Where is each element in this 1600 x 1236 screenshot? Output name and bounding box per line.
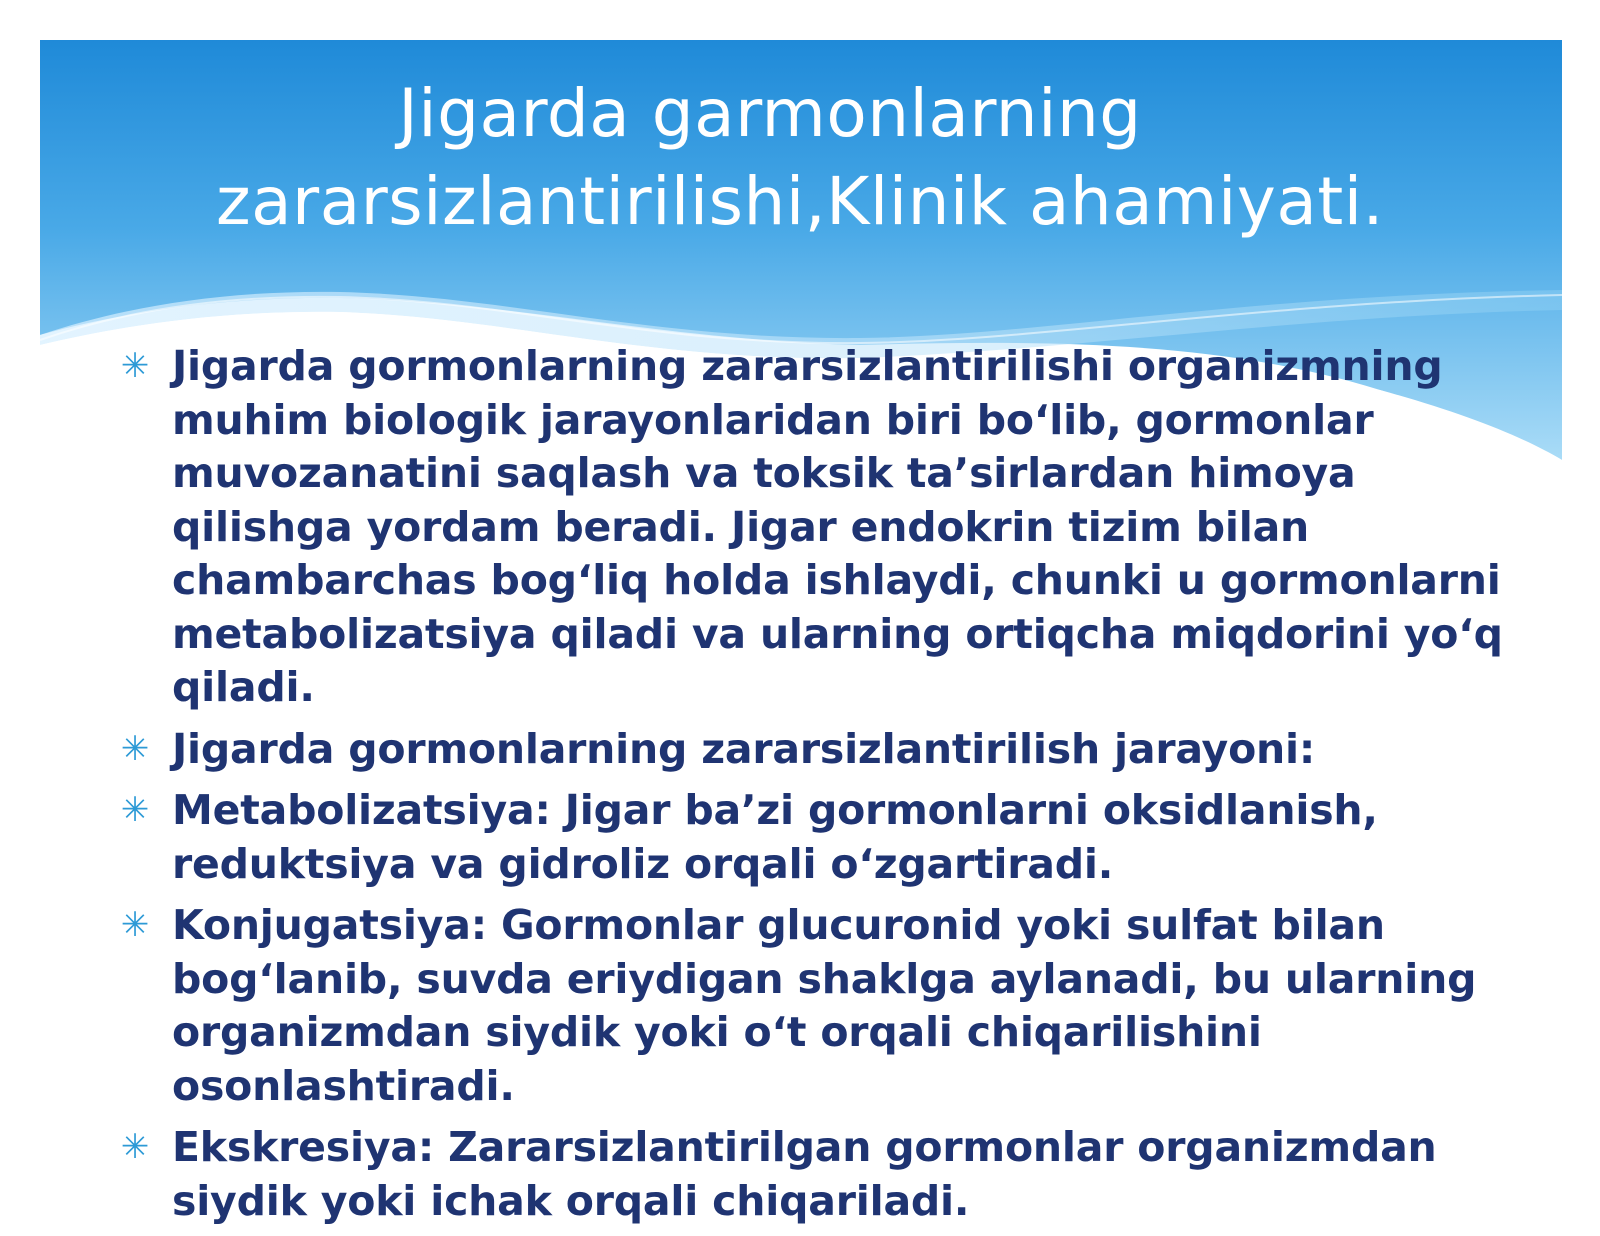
slide-title [0, 70, 1600, 246]
bullet-item-excretion [0, 1121, 1600, 1228]
bullet-text: Jigarda gormonlarning zararsizlantirilishi organizmning muhim biologik jarayonlaridan biri boʻlib, gormonlar muvozanatini saqlash va toksik taʼsirlardan himoya qilishga yordam beradi. Jigar endokrin tizim bilan chambarchas bogʻliq holda ishlaydi, chunki u gormonlarni metabolizatsiya qiladi va ularning ortiqcha miqdorini yoʻq qiladi. [172, 342, 1503, 711]
bullet-item-conjugation [0, 899, 1600, 1113]
bullet-item-intro [0, 340, 1600, 715]
asterisk-bullet-icon: ✳ [120, 1127, 150, 1167]
bullet-text: Ekskresiya: Zararsizlantirilgan gormonlar organizmdan siydik yoki ichak orqali chiqariladi. [172, 1123, 1437, 1225]
bullet-list [0, 340, 1600, 1236]
asterisk-bullet-icon: ✳ [120, 905, 150, 945]
asterisk-bullet-icon: ✳ [120, 346, 150, 386]
asterisk-bullet-icon: ✳ [120, 790, 150, 830]
title-line-2: zararsizlantirilishi,Klinik ahamiyati. [215, 163, 1385, 240]
bullet-item-process-heading [0, 723, 1600, 777]
title-line-1: Jigarda garmonlarning [398, 75, 1142, 152]
bullet-text: Konjugatsiya: Gormonlar glucuronid yoki sulfat bilan bogʻlanib, suvda eriydigan shaklga aylanadi, bu ularning organizmdan siydik yoki oʻt orqali chiqarilishini osonlashtiradi. [172, 901, 1477, 1110]
bullet-item-metabolization [0, 784, 1600, 891]
bullet-text: Jigarda gormonlarning zararsizlantirilish jarayoni: [172, 724, 1316, 773]
asterisk-bullet-icon: ✳ [120, 728, 150, 769]
bullet-text: Metabolizatsiya: Jigar baʼzi gormonlarni oksidlanish, reduktsiya va gidroliz orqali oʻzgartiradi. [172, 786, 1378, 888]
